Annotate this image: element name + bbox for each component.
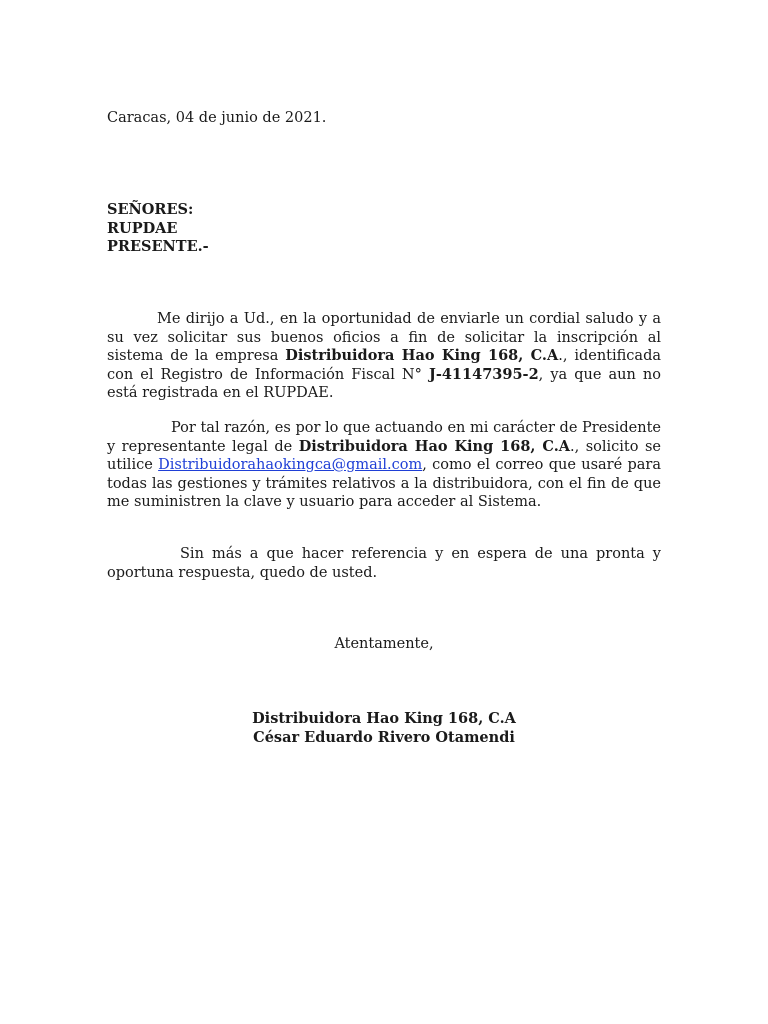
signature-name: César Eduardo Rivero Otamendi — [253, 729, 515, 746]
p1-text-c: , ya que aun no está registrada en el RUPDAE. — [107, 366, 661, 401]
p1-company-name: Distribuidora Hao King 168, C.A — [285, 347, 559, 364]
p1-text-b: ., identificada con el Registro de Información Fiscal N° — [107, 348, 662, 383]
p2-text-b: ., solicito se utilice — [107, 438, 661, 473]
paragraph-farewell: Sin más a que hacer referencia y en espera de una pronta y oportuna respuesta, quedo de usted. — [107, 546, 661, 581]
email-link[interactable]: Distribuidorahaokingca@gmail.com — [158, 457, 423, 473]
p2-company-name: Distribuidora Hao King 168, C.A — [298, 437, 570, 455]
recipient-block — [107, 201, 209, 257]
signature-company: Distribuidora Hao King 168, C.A — [252, 710, 516, 727]
signature-block — [107, 709, 661, 747]
paragraph-request — [107, 310, 661, 403]
p2-text-a: Por tal razón, es por lo que actuando en mi carácter de Presidente y representante legal de — [107, 420, 661, 455]
paragraph-representation — [107, 419, 661, 512]
p2-text-c: , como el correo que usaré para todas las gestiones y trámites relativos a la distribuidora, con el fin de que me suministren la clave y usuario para acceder al Sistema. — [107, 457, 662, 510]
closing-line: Atentamente, — [334, 636, 434, 652]
letter-date: Caracas, 04 de junio de 2021. — [107, 110, 327, 126]
recipient-line-organization: RUPDAE — [107, 219, 178, 237]
recipient-line-present: PRESENTE.- — [107, 238, 209, 255]
p1-rif-number: J-41147395-2 — [428, 365, 539, 383]
recipient-line-salutation: SEÑORES: — [107, 201, 194, 218]
p1-text-a: Me dirijo a Ud., en la oportunidad de enviarle un cordial saludo y a su vez solicitar sus buenos oficios a fin de solicitar la inscripción al sistema de la empresa — [107, 311, 661, 364]
